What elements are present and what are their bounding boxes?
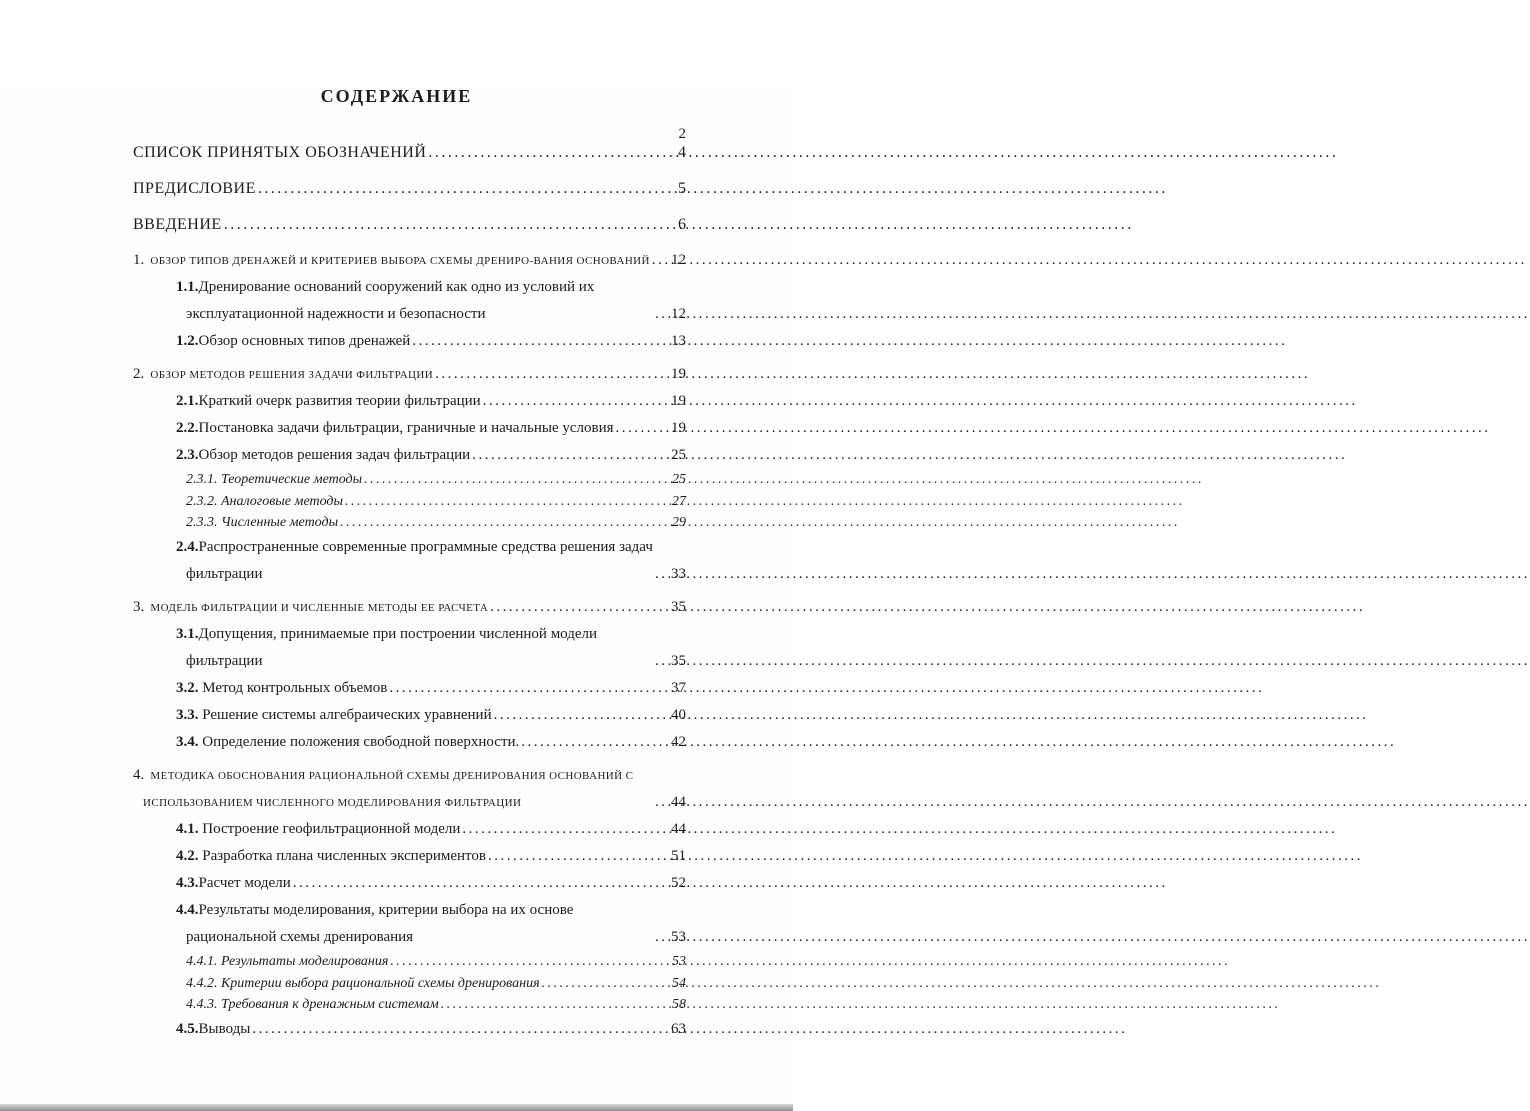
toc-entry (133, 951, 686, 973)
toc-entry-number: 3.1. (176, 626, 199, 643)
toc-entry (133, 702, 686, 729)
toc-list (133, 137, 686, 1043)
toc-entry-page: 40 (671, 707, 686, 724)
document-page (0, 86, 793, 1111)
toc-entry-label (176, 442, 470, 469)
dot-leader (293, 870, 669, 897)
toc-entry-number: 1.1. (176, 279, 199, 295)
toc-entry-text: Дренирование оснований сооружений как одно из условий их эксплуатационной надежности и безопасности (186, 279, 595, 322)
toc-entry-text: Результаты моделирования, критерии выбора на их основе рациональной схемы дренирования (186, 902, 574, 946)
toc-entry-text: Результаты моделирования (217, 954, 389, 970)
toc-entry-number: 3.2. (176, 680, 199, 697)
toc-entry-page: 35 (671, 599, 686, 616)
toc-entry-text: Решение системы алгебраических уравнений (198, 707, 492, 724)
toc-entry (133, 328, 686, 355)
toc-entry (133, 361, 686, 388)
toc-entry-number: 4.4.3. (186, 997, 218, 1013)
dot-leader (655, 648, 669, 675)
toc-entry (133, 843, 686, 870)
toc-entry-number: 4.1. (176, 821, 199, 838)
toc-entry-text: Теоретические методы (217, 472, 363, 487)
toc-entry (133, 274, 686, 328)
dot-leader (472, 442, 669, 469)
dot-leader (521, 729, 669, 756)
dot-leader (488, 843, 669, 870)
toc-entry-text: Построение геофильтрационной модели (198, 821, 461, 838)
toc-entry-text: Требования к дренажным системам (217, 997, 439, 1013)
toc-entry-label (176, 1016, 250, 1043)
toc-entry-page: 44 (671, 821, 686, 838)
toc-entry-text: ПРЕДИСЛОВИЕ (133, 180, 256, 197)
toc-entry-page: 19 (671, 393, 686, 409)
toc-entry (133, 816, 686, 843)
toc-entry-text: Определение положения свободной поверхности. (198, 734, 520, 751)
toc-entry (133, 512, 686, 534)
toc-entry (133, 209, 686, 241)
toc-entry-number: 1.2. (176, 333, 199, 349)
scan-edge-shadow (0, 1104, 793, 1111)
dot-leader (428, 137, 676, 169)
toc-entry-number: 4.3. (176, 875, 199, 892)
dot-leader (655, 924, 669, 951)
toc-entry-label (133, 173, 256, 205)
toc-entry-page: 6 (678, 216, 686, 233)
toc-entry (133, 137, 686, 169)
toc-entry-number: 1. (133, 252, 145, 268)
dot-leader (490, 594, 669, 621)
toc-entry-page: 35 (671, 653, 686, 670)
toc-entry-page: 63 (671, 1021, 686, 1038)
toc-entry-label (176, 328, 410, 355)
toc-entry (133, 870, 686, 897)
toc-entry (133, 388, 686, 415)
toc-entry-text: Критерии выбора рациональной схемы дренирования (217, 975, 540, 991)
toc-entry-page: 12 (671, 306, 686, 322)
toc-entry (133, 491, 686, 513)
toc-entry-label (133, 762, 653, 816)
toc-entry-number: 2.3. (176, 447, 199, 463)
dot-leader (655, 789, 669, 816)
toc-entry-label (186, 491, 343, 513)
toc-entry-label (176, 702, 492, 729)
toc-entry-page: 42 (671, 734, 686, 751)
toc-entry-page: 19 (671, 366, 686, 382)
toc-entry-page: 52 (671, 875, 686, 892)
toc-entry-text: Обзор методов решения задач фильтрации (198, 447, 471, 463)
toc-entry-text: ОБЗОР ТИПОВ ДРЕНАЖЕЙ И КРИТЕРИЕВ ВЫБОРА СХЕМЫ ДРЕНИРО-ВАНИЯ ОСНОВАНИЙ (147, 255, 650, 267)
dot-leader (389, 675, 669, 702)
dot-leader (652, 247, 669, 274)
dot-leader (340, 512, 670, 534)
dot-leader (655, 561, 669, 588)
toc-entry-page: 25 (671, 447, 686, 463)
toc-entry-text: МЕТОДИКА ОБОСНОВАНИЯ РАЦИОНАЛЬНОЙ СХЕМЫ ДРЕНИРОВАНИЯ ОСНОВАНИЙ С ИСПОЛЬЗОВАНИЕМ ЧИСЛЕННОГО МОДЕЛИРОВАНИЯ ФИЛЬТРАЦИИ (143, 770, 634, 810)
page-number: 2 (678, 126, 686, 142)
toc-entry-page: 54 (672, 975, 686, 991)
toc-entry-label (176, 897, 653, 951)
toc-entry-label (176, 388, 481, 415)
toc-entry-label (133, 361, 433, 388)
toc-entry-label (176, 534, 653, 588)
toc-entry-number: 4.4.1. (186, 954, 218, 970)
toc-entry-page: 51 (671, 848, 686, 865)
toc-entry-label (186, 469, 362, 491)
toc-entry-page: 44 (671, 794, 686, 811)
toc-entry-number: 2.3.2. (186, 493, 218, 509)
toc-entry (133, 173, 686, 205)
dot-leader (345, 491, 670, 513)
page-title: СОДЕРЖАНИЕ (320, 86, 473, 106)
toc-entry (133, 415, 686, 442)
toc-entry-page: 19 (671, 420, 686, 436)
toc-entry (133, 675, 686, 702)
toc-entry (133, 534, 686, 588)
toc-entry-text: Распространенные современные программные средства решения задач фильтрации (186, 539, 653, 583)
dot-leader (542, 973, 670, 995)
dot-leader (258, 173, 676, 205)
toc-entry-number: 3.3. (176, 707, 199, 724)
toc-entry (133, 442, 686, 469)
toc-entry-label (133, 594, 488, 621)
toc-entry (133, 1016, 686, 1043)
toc-entry (133, 762, 686, 816)
toc-entry-label (176, 729, 519, 756)
toc-entry-page: 25 (672, 472, 686, 487)
toc-entry-number: 2.3.3. (186, 515, 218, 531)
toc-entry-text: Метод контрольных объемов (198, 680, 388, 697)
dot-leader (224, 209, 676, 241)
toc-entry (133, 469, 686, 491)
dot-leader (462, 816, 669, 843)
toc-entry-page: 27 (672, 493, 686, 509)
dot-leader (655, 301, 669, 328)
toc-entry-page: 58 (672, 997, 686, 1013)
toc-entry-label (176, 843, 486, 870)
dot-leader (494, 702, 669, 729)
toc-entry-label (186, 994, 439, 1016)
toc-entry-page: 53 (671, 929, 686, 946)
dot-leader (435, 361, 669, 388)
toc-entry-page: 13 (671, 333, 686, 349)
toc-entry-number: 4.2. (176, 848, 199, 865)
toc-entry (133, 621, 686, 675)
toc-entry-label (133, 247, 650, 274)
toc-entry-text: СПИСОК ПРИНЯТЫХ ОБОЗНАЧЕНИЙ (133, 144, 427, 161)
dot-leader (364, 469, 670, 491)
toc-entry-number: 4.4.2. (186, 975, 218, 991)
toc-entry-page: 12 (671, 252, 686, 268)
toc-entry-label (176, 675, 387, 702)
toc-entry-text: Допущения, принимаемые при построении численной модели фильтрации (186, 626, 598, 670)
toc-entry-number: 4.5. (176, 1021, 199, 1038)
toc-entry-text: Разработка плана численных экспериментов (198, 848, 486, 865)
toc-entry-number: 2.3.1. (186, 472, 218, 487)
toc-entry-page: 5 (678, 180, 686, 197)
dot-leader (616, 415, 669, 442)
toc-entry-page: 53 (672, 954, 686, 970)
toc-entry-label (176, 274, 653, 328)
toc-entry-label (186, 973, 540, 995)
toc-entry (133, 994, 686, 1016)
toc-entry-text: ВВЕДЕНИЕ (133, 216, 222, 233)
dot-leader (412, 328, 669, 355)
toc-entry-text: Обзор основных типов дренажей (198, 333, 411, 349)
toc-entry-number: 2.1. (176, 393, 199, 409)
toc-entry-text: Выводы (198, 1021, 251, 1038)
toc-entry (133, 973, 686, 995)
toc-entry-label (176, 415, 614, 442)
toc-entry-number: 4.4. (176, 902, 199, 919)
toc-entry-number: 2.4. (176, 539, 199, 556)
toc-entry (133, 247, 686, 274)
toc-entry-page: 37 (671, 680, 686, 697)
toc-entry-text: ОБЗОР МЕТОДОВ РЕШЕНИЯ ЗАДАЧИ ФИЛЬТРАЦИИ (147, 369, 434, 381)
toc-entry-label (186, 512, 338, 534)
toc-entry-label (176, 621, 653, 675)
toc-entry (133, 594, 686, 621)
toc-entry (133, 729, 686, 756)
dot-leader (483, 388, 669, 415)
toc-entry-number: 3. (133, 599, 145, 616)
toc-entry-number: 2.2. (176, 420, 199, 436)
toc-entry-label (176, 816, 460, 843)
toc-entry-page: 4 (678, 144, 686, 161)
toc-entry-label (133, 137, 426, 169)
toc-entry-text: МОДЕЛЬ ФИЛЬТРАЦИИ И ЧИСЛЕННЫЕ МЕТОДЫ ЕЕ РАСЧЕТА (147, 602, 489, 615)
toc-entry-number: 4. (133, 767, 145, 784)
toc-entry-label (186, 951, 388, 973)
dot-leader (390, 951, 670, 973)
toc-entry-page: 33 (671, 566, 686, 583)
toc-entry-page: 29 (672, 515, 686, 531)
toc-entry (133, 897, 686, 951)
toc-entry-label (133, 209, 222, 241)
toc-entry-label (176, 870, 291, 897)
dot-leader (252, 1016, 669, 1043)
toc-entry-text: Краткий очерк развития теории фильтрации (198, 393, 481, 409)
dot-leader (441, 994, 670, 1016)
toc-entry-number: 3.4. (176, 734, 199, 751)
toc-entry-text: Расчет модели (198, 875, 291, 892)
toc-entry-text: Аналоговые методы (217, 493, 343, 509)
toc-entry-text: Численные методы (217, 515, 339, 531)
toc-entry-text: Постановка задачи фильтрации, граничные и начальные условия (198, 420, 614, 436)
toc-entry-number: 2. (133, 366, 145, 382)
